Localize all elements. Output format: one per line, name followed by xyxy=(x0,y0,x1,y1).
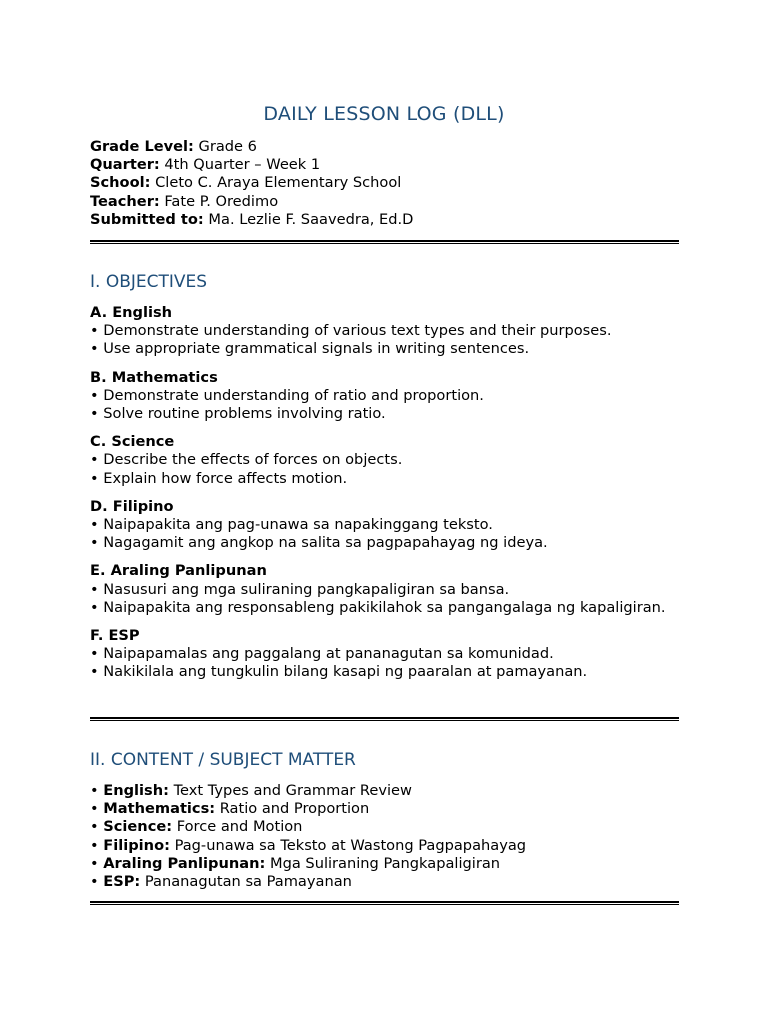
content-label: English: xyxy=(103,782,169,799)
objective-item: • Use appropriate grammatical signals in writing sentences. xyxy=(90,340,530,358)
subject-title: F. ESP xyxy=(90,627,140,645)
objective-item: • Nakikilala ang tungkulin bilang kasapi ng paaralan at pamayanan. xyxy=(90,663,588,681)
objective-filipino xyxy=(90,498,680,553)
content-label: ESP: xyxy=(103,873,141,891)
bullet: • xyxy=(90,782,104,799)
content-label: Mathematics: xyxy=(103,800,216,818)
quarter-row xyxy=(90,156,680,174)
submitted-to-row xyxy=(90,211,680,229)
content-item-science xyxy=(90,818,680,836)
objective-item: • Explain how force affects motion. xyxy=(90,469,348,487)
objective-esp xyxy=(90,627,680,682)
content-label: Science: xyxy=(103,818,173,836)
subject-title: A. English xyxy=(90,304,173,321)
objective-item: • Nasusuri ang mga suliraning pangkapaligiran sa bansa. xyxy=(90,580,510,598)
teacher-label: Teacher: xyxy=(90,192,160,210)
bullet: • xyxy=(90,818,104,836)
divider xyxy=(90,901,679,905)
subject-title: B. Mathematics xyxy=(90,368,218,386)
quarter-value: 4th Quarter – Week 1 xyxy=(164,156,321,174)
grade-level-label: Grade Level: xyxy=(90,138,194,155)
content-item-filipino xyxy=(90,837,680,855)
header-info xyxy=(90,138,680,229)
content-value: Mga Suliraning Pangkapaligiran xyxy=(270,854,501,872)
content-label: Filipino: xyxy=(103,836,170,854)
submitted-to-label: Submitted to: xyxy=(90,210,204,228)
objective-item: • Demonstrate understanding of various text types and their purposes. xyxy=(90,322,612,340)
quarter-label: Quarter: xyxy=(90,156,160,174)
content-label: Araling Panlipunan: xyxy=(103,854,266,872)
objective-item: • Naipapakita ang pag-unawa sa napakinggang teksto. xyxy=(90,516,493,534)
school-row xyxy=(90,174,680,192)
content-value: Text Types and Grammar Review xyxy=(173,782,412,799)
teacher-row xyxy=(90,193,680,211)
content-item-mathematics xyxy=(90,800,680,818)
submitted-to-value: Ma. Lezlie F. Saavedra, Ed.D xyxy=(208,210,414,228)
objective-item: • Naipapamalas ang paggalang at pananagutan sa komunidad. xyxy=(90,645,554,663)
content-list xyxy=(90,782,680,891)
objective-item: • Solve routine problems involving ratio. xyxy=(90,405,386,423)
content-heading: II. CONTENT / SUBJECT MATTER xyxy=(90,750,356,770)
objective-mathematics xyxy=(90,369,680,424)
bullet: • xyxy=(90,836,104,854)
content-value: Ratio and Proportion xyxy=(219,800,370,818)
teacher-value: Fate P. Oredimo xyxy=(164,192,279,210)
subject-title: C. Science xyxy=(90,433,175,451)
bullet: • xyxy=(90,800,104,818)
objective-english xyxy=(90,304,680,359)
content-value: Pag-unawa sa Teksto at Wastong Pagpapahayag xyxy=(174,836,527,854)
grade-level-value: Grade 6 xyxy=(198,138,257,155)
content-item-araling-panlipunan xyxy=(90,855,680,873)
school-label: School: xyxy=(90,174,151,192)
school-value: Cleto C. Araya Elementary School xyxy=(155,174,402,192)
subject-title: D. Filipino xyxy=(90,497,174,515)
divider xyxy=(90,240,679,244)
objective-item: • Nagagamit ang angkop na salita sa pagpapahayag ng ideya. xyxy=(90,534,548,552)
objective-araling-panlipunan xyxy=(90,562,680,617)
objective-science xyxy=(90,433,680,488)
objectives-list xyxy=(90,304,680,692)
document-title: DAILY LESSON LOG (DLL) xyxy=(263,103,505,125)
content-item-english xyxy=(90,782,680,800)
bullet: • xyxy=(90,873,104,891)
subject-title: E. Araling Panlipunan xyxy=(90,562,267,580)
objective-item: • Describe the effects of forces on objects. xyxy=(90,451,403,469)
content-value: Pananagutan sa Pamayanan xyxy=(144,873,352,891)
divider xyxy=(90,717,679,721)
grade-level-row xyxy=(90,138,680,156)
objective-item: • Demonstrate understanding of ratio and proportion. xyxy=(90,386,484,404)
objectives-heading: I. OBJECTIVES xyxy=(90,272,208,292)
content-value: Force and Motion xyxy=(176,818,303,836)
content-item-esp xyxy=(90,873,680,891)
bullet: • xyxy=(90,854,104,872)
objective-item: • Naipapakita ang responsableng pakikilahok sa pangangalaga ng kapaligiran. xyxy=(90,598,666,616)
